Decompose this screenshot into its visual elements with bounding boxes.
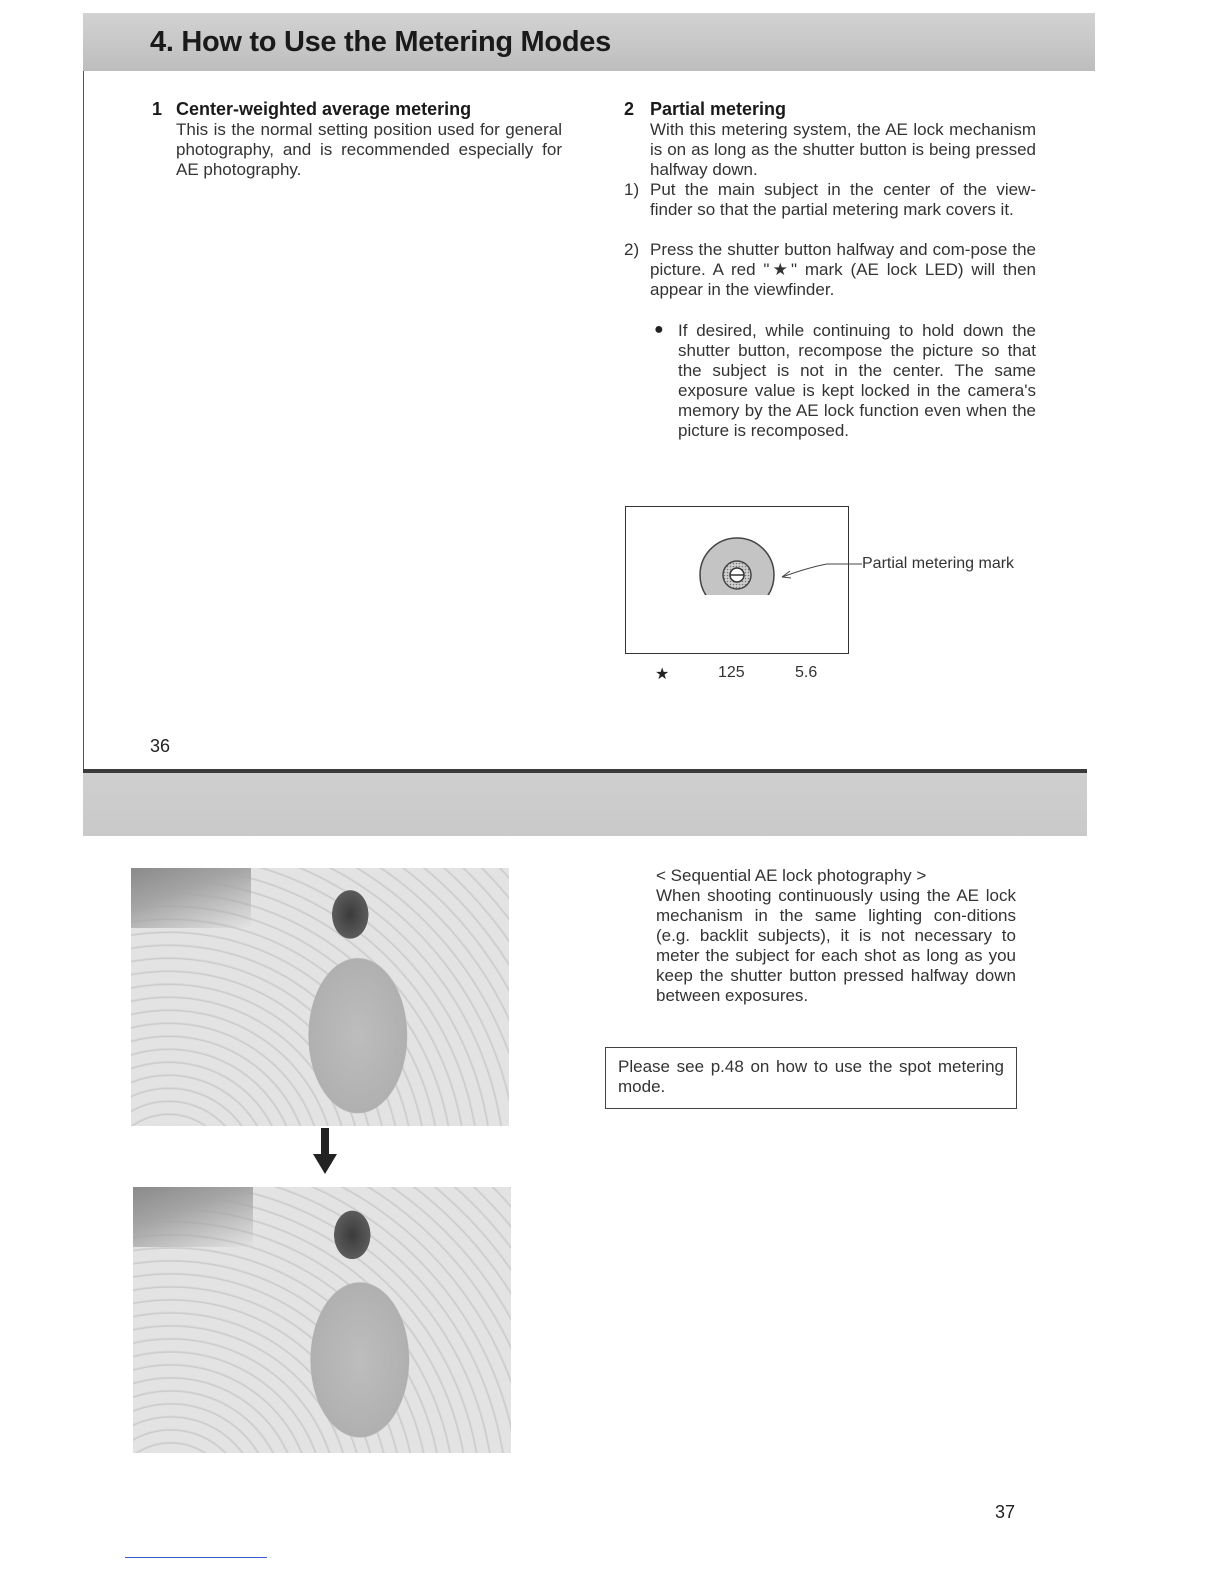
partial-metering-mark-label: Partial metering mark [862,555,1015,572]
page-number-36: 36 [150,736,171,756]
ae-lock-star-icon: ★ [655,666,670,683]
aperture-readout: 5.6 [795,664,818,681]
page-number-37: 37 [995,1502,1016,1522]
bullet-text: If desired, while continuing to hold down the shutter button, recompose the picture so that the subject is not in the center. The same exposure value is kept locked in the camera's memory by the AE lock function even when the picture is recomposed. [678,321,1036,440]
section2-number: 2 [624,99,635,119]
arrow-down-icon [311,1128,339,1176]
shutter-speed-readout: 125 [718,664,745,681]
step-2-text: Press the shutter button halfway and com-pose the picture. A red "★" mark (AE lock LED) will then appear in the viewfinder. [650,240,1036,299]
photo-shadow [133,1187,253,1247]
note-text: Please see p.48 on how to use the spot metering mode. [618,1057,1004,1096]
photo-subject-recomposed [133,1187,511,1453]
caption-body: When shooting continuously using the AE lock mechanism in the same lighting con-ditions (e.g. backlit subjects), it is not necessary to meter the subject for each shot as long as you keep the shutter button pressed halfway down between exposures. [656,886,1016,1005]
step-1-text: Put the main subject in the center of the view-finder so that the partial metering mark covers it. [650,180,1036,219]
step-1-marker: 1) [624,180,640,199]
step-2-marker: 2) [624,240,640,259]
bullet-icon: ● [654,321,664,338]
photo-subject-centered [131,868,509,1126]
section1-body: This is the normal setting position used for general photography, and is recommended especially for AE photography. [176,120,562,179]
caption-title: < Sequential AE lock photography > [656,866,927,885]
page-title: 4. How to Use the Metering Modes [150,26,611,58]
photo-shadow [131,868,251,928]
section2-heading: Partial metering [650,99,787,119]
footer-underline [125,1557,267,1558]
page-left-rule [83,71,84,771]
section1-number: 1 [152,99,163,119]
header-band [83,773,1087,836]
section1-heading: Center-weighted average metering [176,99,472,119]
note-box [605,1047,1017,1109]
section2-intro: With this metering system, the AE lock mechanism is on as long as the shutter button is being pressed halfway down. [650,120,1036,179]
partial-metering-mark-icon [690,535,870,595]
